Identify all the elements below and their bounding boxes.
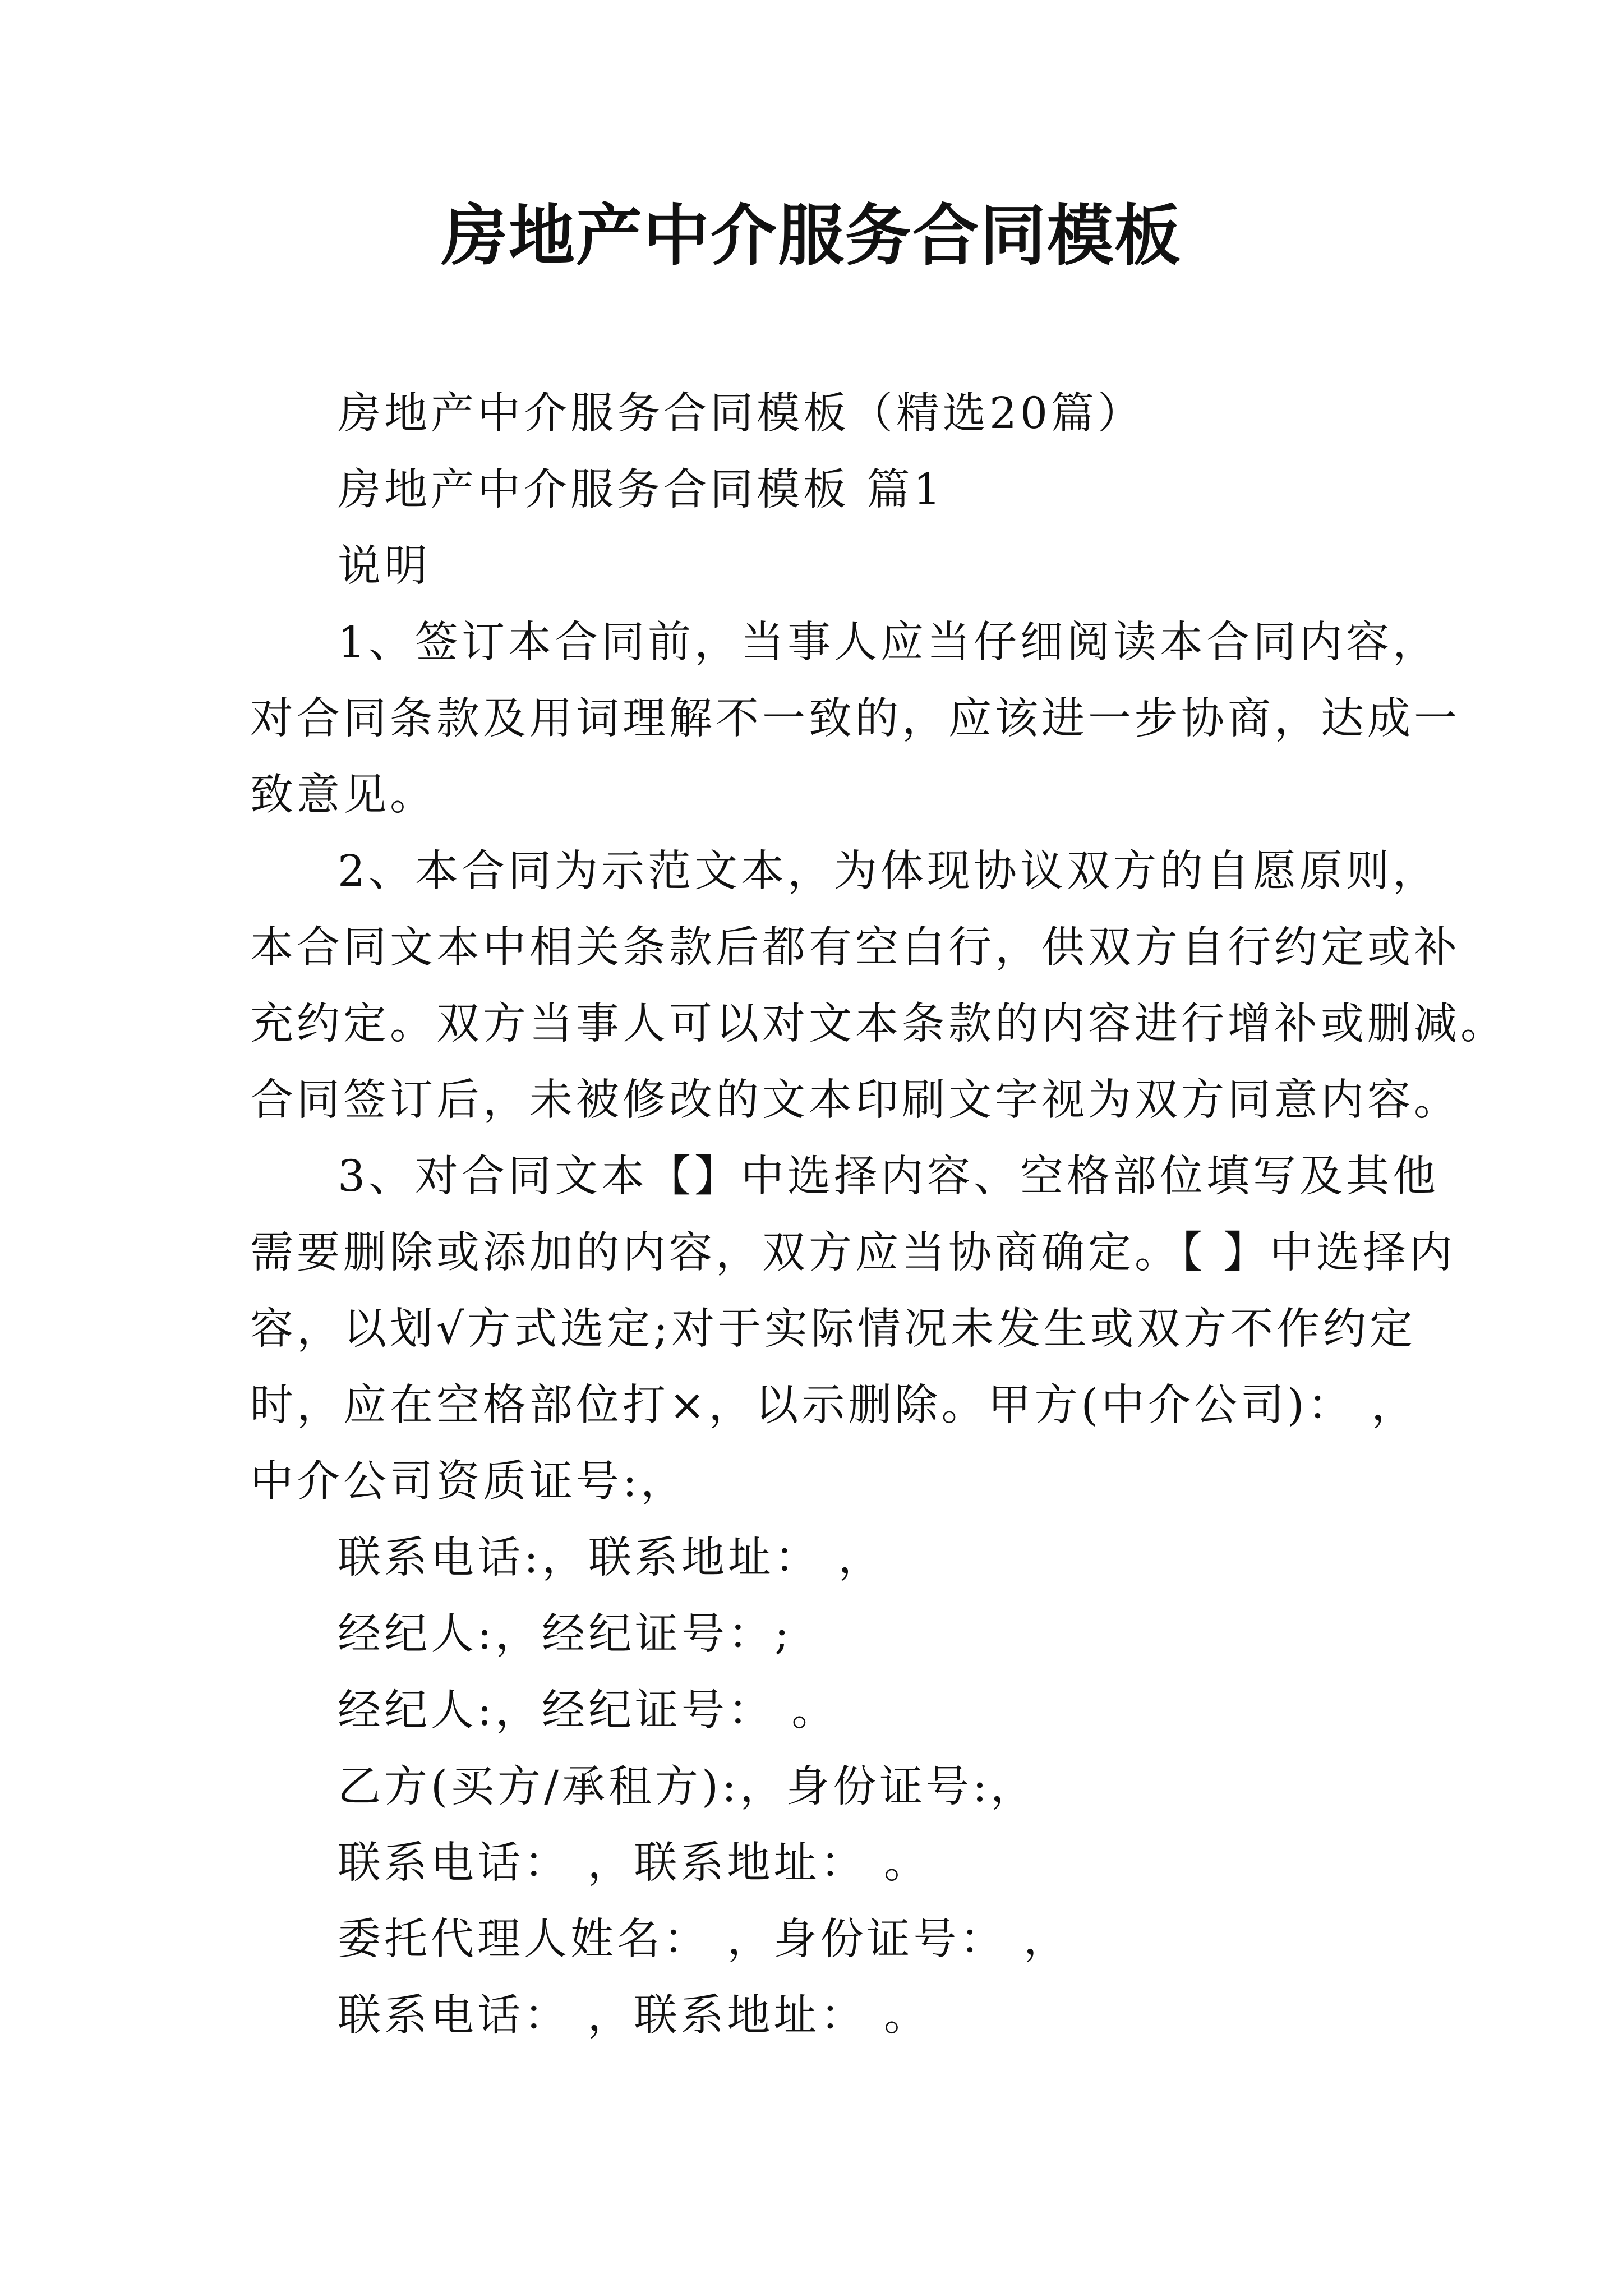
text-line: 说明	[338, 541, 431, 591]
text-line: 房地产中介服务合同模板 篇1	[338, 465, 944, 515]
text-line: 容，以划√方式选定;对于实际情况未发生或双方不作约定	[250, 1304, 1417, 1354]
text-line: 需要删除或添加的内容，双方应当协商确定。【 】中选择内	[250, 1228, 1456, 1278]
text-line: 委托代理人姓名： ，身份证号： ，	[338, 1915, 1070, 1964]
text-line: 2、本合同为示范文本，为体现协议双方的自愿原则，	[338, 846, 1439, 896]
text-line: 时，应在空格部位打×，以示删除。甲方(中介公司)： ，	[250, 1381, 1418, 1430]
document-title: 房地产中介服务合同模板	[441, 196, 1182, 274]
text-line: 合同签订后，未被修改的文本印刷文字视为双方同意内容。	[250, 1075, 1460, 1125]
text-line: 1、签订本合同前，当事人应当仔细阅读本合同内容，	[338, 618, 1439, 668]
document-body	[250, 376, 1507, 2054]
text-line: 本合同文本中相关条款后都有空白行，供双方自行约定或补	[250, 923, 1460, 973]
text-line: 3、对合同文本【】中选择内容、空格部位填写及其他	[338, 1152, 1439, 1202]
text-line: 联系电话： ，联系地址： 。	[338, 1838, 930, 1888]
text-line: 联系电话： ，联系地址： 。	[338, 1991, 930, 2041]
text-line: 经纪人:，经纪证号：;	[338, 1609, 792, 1659]
text-line: 致意见。	[250, 770, 436, 820]
text-line: 对合同条款及用词理解不一致的，应该进一步协商，达成一	[250, 694, 1460, 744]
text-line: 经纪人:，经纪证号： 。	[338, 1686, 838, 1736]
text-line: 联系电话:，联系地址： ，	[338, 1533, 885, 1583]
text-line: 中介公司资质证号:，	[250, 1457, 687, 1507]
text-line: 乙方(买方/承租方):，身份证号:，	[338, 1762, 1037, 1812]
text-line: 房地产中介服务合同模板（精选20篇）	[338, 389, 1144, 439]
text-line: 充约定。双方当事人可以对文本条款的内容进行增补或删减。	[250, 999, 1507, 1049]
